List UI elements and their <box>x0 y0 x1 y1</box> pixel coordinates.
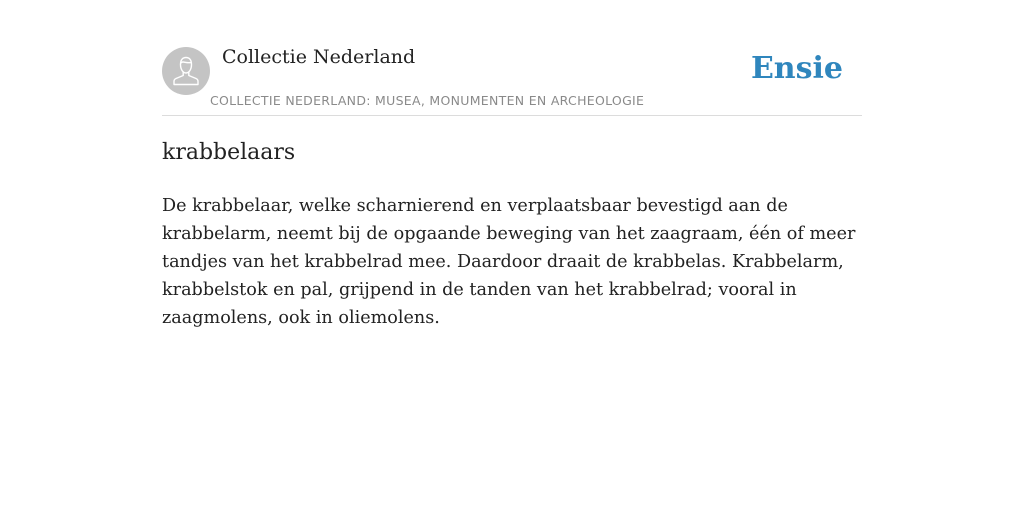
user-avatar-icon <box>162 47 210 95</box>
entry-definition: De krabbelaar, welke scharnierend en verplaatsbaar bevestigd aan de krabbelarm, neemt bij de opgaande beweging van het zaagraam, één of meer tandjes van het krabbelrad mee. Daardoor draait de krabbelas. Krabbelarm, krabbelstok en pal, grijpend in de tanden van het krabbelrad; vooral in zaagmolens, ook in oliemolens. <box>162 196 856 328</box>
entry-card <box>162 0 862 328</box>
author-name[interactable]: Collectie Nederland <box>222 46 416 68</box>
ensie-logo[interactable]: Ensie <box>750 51 843 86</box>
entry-header <box>162 0 862 116</box>
author-avatar[interactable] <box>162 47 210 95</box>
source-label[interactable]: COLLECTIE NEDERLAND: MUSEA, MONUMENTEN EN ARCHEOLOGIE <box>210 93 645 108</box>
entry-title: krabbelaars <box>162 140 296 165</box>
